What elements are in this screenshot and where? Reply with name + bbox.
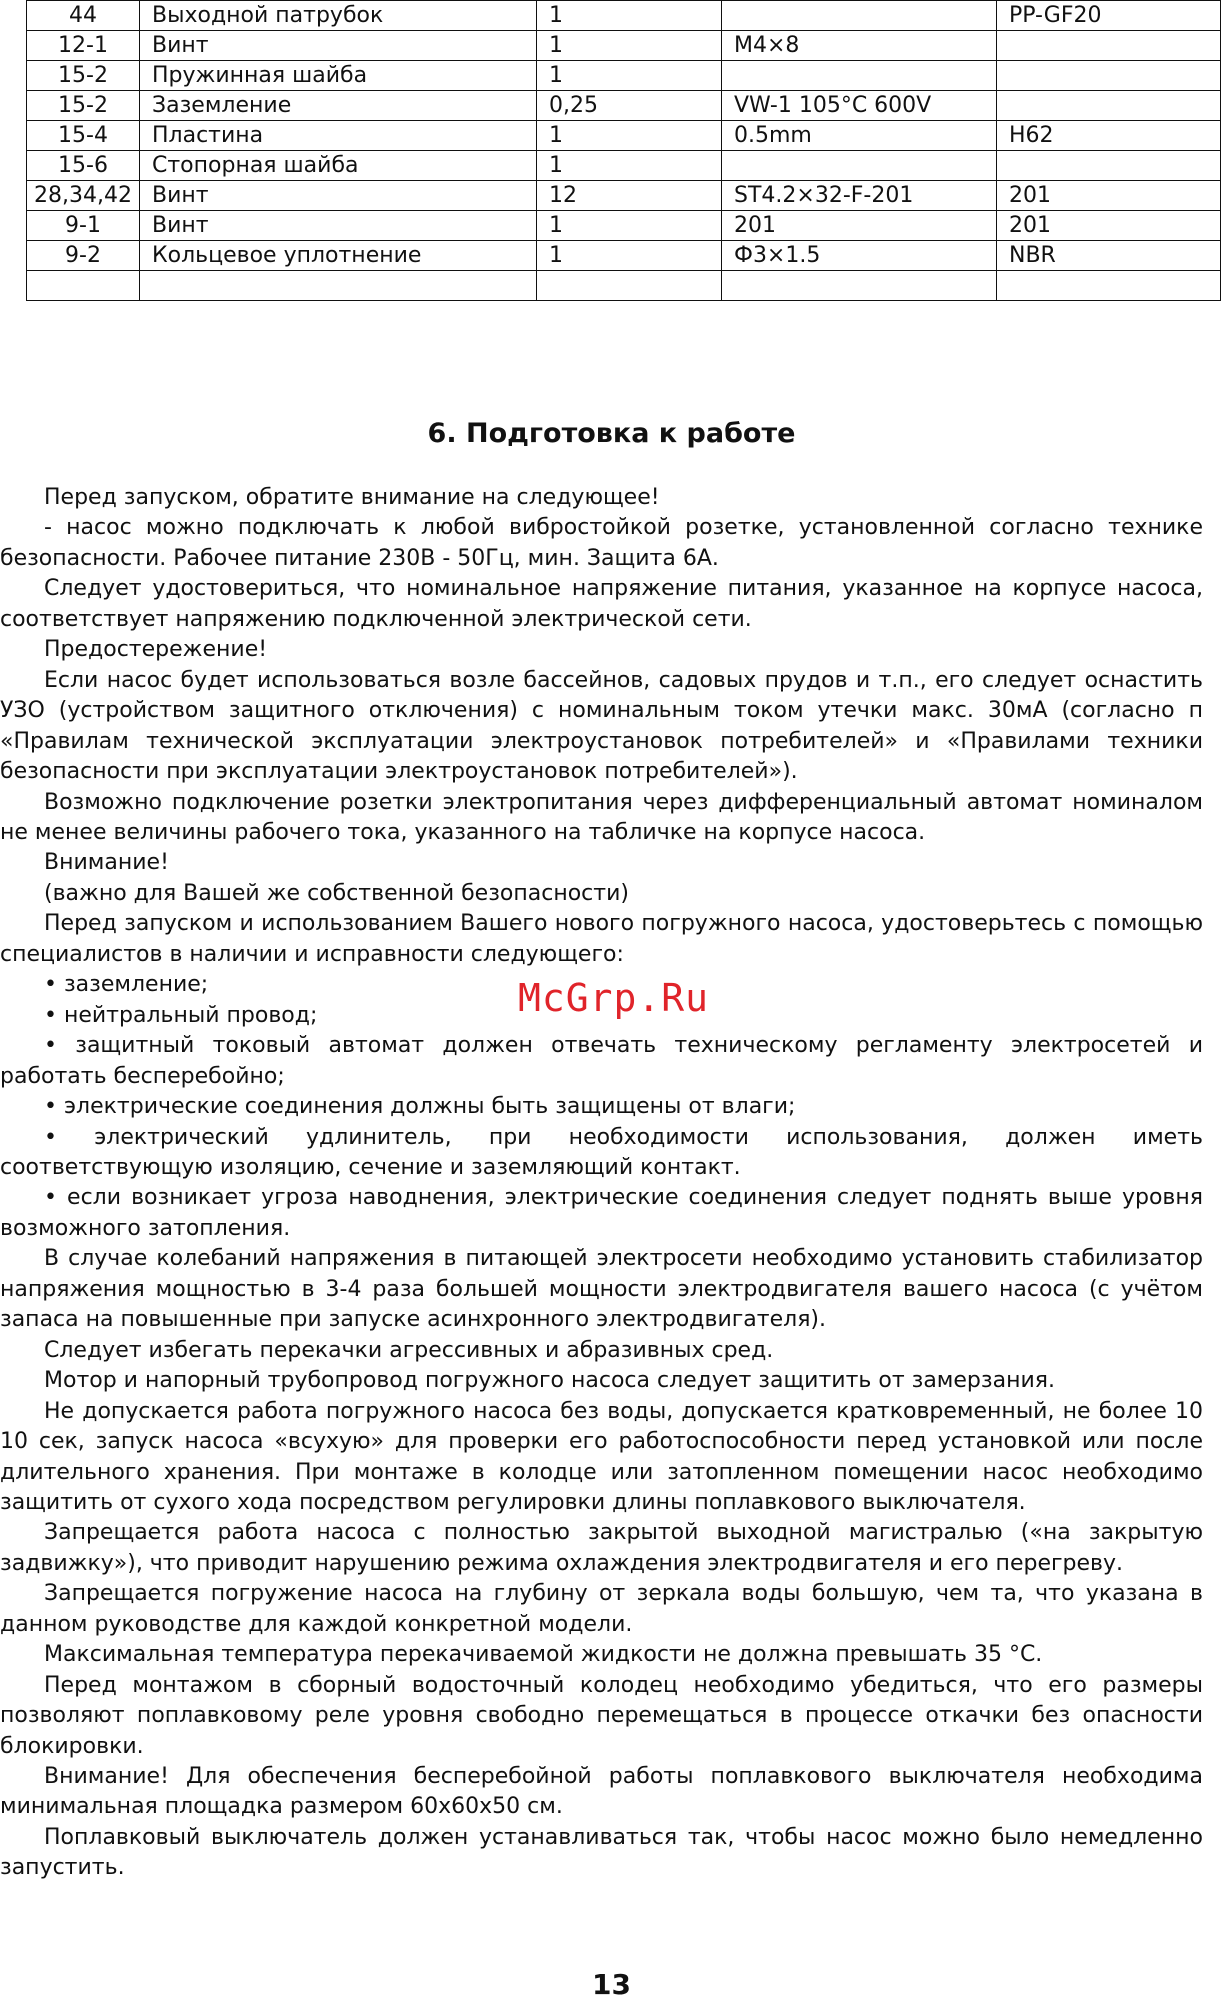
parts-table (26, 0, 1221, 301)
table-cell: 15-2 (27, 91, 140, 121)
table-row (27, 241, 1221, 271)
table-cell: Кольцевое уплотнение (140, 241, 537, 271)
table-cell: 0,25 (537, 91, 722, 121)
table-cell: Винт (140, 31, 537, 61)
paragraph: Перед монтажом в сборный водосточный колодец необходимо убедиться, что его размеры позволяют поплавковому реле уровня свободно перемещаться в процессе откачки без опасности блокировки. (0, 1672, 1203, 1759)
paragraph: • заземление; (44, 972, 209, 998)
table-row (27, 61, 1221, 91)
paragraph: • электрические соединения должны быть защищены от влаги; (44, 1094, 796, 1120)
table-row (27, 271, 1221, 301)
paragraph: Внимание! Для обеспечения бесперебойной работы поплавкового выключателя необходима минимальная площадка размером 60х60х50 см. (0, 1764, 1203, 1820)
table-cell (27, 271, 140, 301)
paragraph: • если возникает угроза наводнения, электрические соединения следует поднять выше уровня возможного затопления. (0, 1185, 1203, 1241)
section-title: 6. Подготовка к работе (427, 418, 796, 449)
table-cell: PP-GF20 (997, 1, 1221, 31)
paragraph: Запрещается погружение насоса на глубину от зеркала воды большую, чем та, что указана в данном руководстве для каждой конкретной модели. (0, 1581, 1203, 1637)
table-cell: 1 (537, 211, 722, 241)
table-cell (140, 271, 537, 301)
paragraph: (важно для Вашей же собственной безопасности) (44, 880, 629, 906)
table-cell: 0.5mm (722, 121, 997, 151)
table-cell: 28,34,42 (27, 181, 140, 211)
table-cell (722, 151, 997, 181)
table-cell (537, 271, 722, 301)
table-row (27, 181, 1221, 211)
table-cell: 201 (997, 181, 1221, 211)
table-cell: 1 (537, 121, 722, 151)
table-cell: 15-4 (27, 121, 140, 151)
paragraph: • нейтральный провод; (44, 1002, 318, 1028)
table-cell (722, 271, 997, 301)
page-number: 13 (592, 1968, 631, 2001)
table-cell (997, 271, 1221, 301)
table-cell (722, 1, 997, 31)
table-cell: 201 (722, 211, 997, 241)
paragraph: Предостережение! (44, 637, 268, 663)
paragraph: Не допускается работа погружного насоса без воды, допускается кратковременный, не более 10 10 сек, запуск насоса «всухую» для проверки его работоспособности перед установкой или после длительного хранения. При монтаже в колодце или затопленном помещении насос необходимо защитить от сухого хода посредством регулировки длины поплавкового выключателя. (0, 1398, 1203, 1515)
table-row (27, 151, 1221, 181)
table-cell: Стопорная шайба (140, 151, 537, 181)
paragraph: Следует избегать перекачки агрессивных и абразивных сред. (44, 1337, 774, 1363)
table-cell: 1 (537, 241, 722, 271)
table-cell: M4×8 (722, 31, 997, 61)
table-cell: 201 (997, 211, 1221, 241)
paragraph: Внимание! (44, 850, 169, 876)
table-cell (722, 61, 997, 91)
table-cell: ST4.2×32-F-201 (722, 181, 997, 211)
table-cell: 44 (27, 1, 140, 31)
paragraph: Если насос будет использоваться возле бассейнов, садовых прудов и т.п., его следует оснастить УЗО (устройством защитного отключения) с номинальным током утечки макс. 30мА (согласно п «Правилам технической эксплуатации электроустановок потребителей» и «Правилами техники безопасности при эксплуатации электроустановок потребителей»). (0, 667, 1203, 785)
table-cell (997, 91, 1221, 121)
paragraph: Поплавковый выключатель должен устанавливаться так, чтобы насос можно было немедленно запустить. (0, 1824, 1203, 1881)
table-cell: 1 (537, 31, 722, 61)
table-row (27, 211, 1221, 241)
paragraph: Максимальная температура перекачиваемой жидкости не должна превышать 35 °С. (44, 1642, 1043, 1668)
paragraph: Перед запуском и использованием Вашего нового погружного насоса, удостоверьтесь с помощью специалистов в наличии и исправности следующего: (0, 911, 1203, 967)
table-row (27, 31, 1221, 61)
table-cell: 9-1 (27, 211, 140, 241)
table-cell: Пружинная шайба (140, 61, 537, 91)
paragraph: - насос можно подключать к любой вибростойкой розетке, установленной согласно технике безопасности. Рабочее питание 230В - 50Гц, мин. Защита 6А. (0, 515, 1203, 571)
paragraph: • электрический удлинитель, при необходимости использования, должен иметь соответствующую изоляцию, сечение и заземляющий контакт. (0, 1124, 1203, 1180)
table-cell: 15-6 (27, 151, 140, 181)
table-cell: VW-1 105°C 600V (722, 91, 997, 121)
paragraph: Следует удостовериться, что номинальное напряжение питания, указанное на корпусе насоса, соответствует напряжению подключенной электрической сети. (0, 576, 1203, 632)
watermark-logo: McGrp.Ru (518, 976, 710, 1020)
table-cell: 12 (537, 181, 722, 211)
paragraph: • защитный токовый автомат должен отвечать техническому регламенту электросетей и работать бесперебойно; (0, 1033, 1203, 1089)
table-cell: 15-2 (27, 61, 140, 91)
table-cell: Винт (140, 211, 537, 241)
table-cell: 1 (537, 1, 722, 31)
table-cell: H62 (997, 121, 1221, 151)
table-cell: Пластина (140, 121, 537, 151)
table-cell: Выходной патрубок (140, 1, 537, 31)
section-content (0, 483, 1203, 1884)
paragraph: Перед запуском, обратите внимание на следующее! (44, 485, 660, 510)
table-cell (997, 151, 1221, 181)
table-row (27, 121, 1221, 151)
table-cell: 1 (537, 151, 722, 181)
paragraph: Запрещается работа насоса с полностью закрытой выходной магистралью («на закрытую задвижку»), что приводит нарушению режима охлаждения электродвигателя и его перегреву. (0, 1520, 1203, 1576)
paragraph: Мотор и напорный трубопровод погружного насоса следует защитить от замерзания. (44, 1368, 1055, 1394)
table-cell: NBR (997, 241, 1221, 271)
table-cell: Винт (140, 181, 537, 211)
table-cell: Ф3×1.5 (722, 241, 997, 271)
table-cell (997, 31, 1221, 61)
table-cell: 1 (537, 61, 722, 91)
parts-table-body (27, 1, 1221, 301)
table-cell: 12-1 (27, 31, 140, 61)
table-cell: Заземление (140, 91, 537, 121)
paragraph: В случае колебаний напряжения в питающей электросети необходимо установить стабилизатор напряжения мощностью в 3-4 раза большей мощности электродвигателя вашего насоса (с учётом запаса на повышенные при запуске асинхронного электродвигателя). (0, 1246, 1203, 1333)
table-cell: 9-2 (27, 241, 140, 271)
table-cell (997, 61, 1221, 91)
paragraph: Возможно подключение розетки электропитания через дифференциальный автомат номиналом не менее величины рабочего тока, указанного на табличке на корпусе насоса. (0, 789, 1203, 845)
table-row (27, 1, 1221, 31)
table-row (27, 91, 1221, 121)
